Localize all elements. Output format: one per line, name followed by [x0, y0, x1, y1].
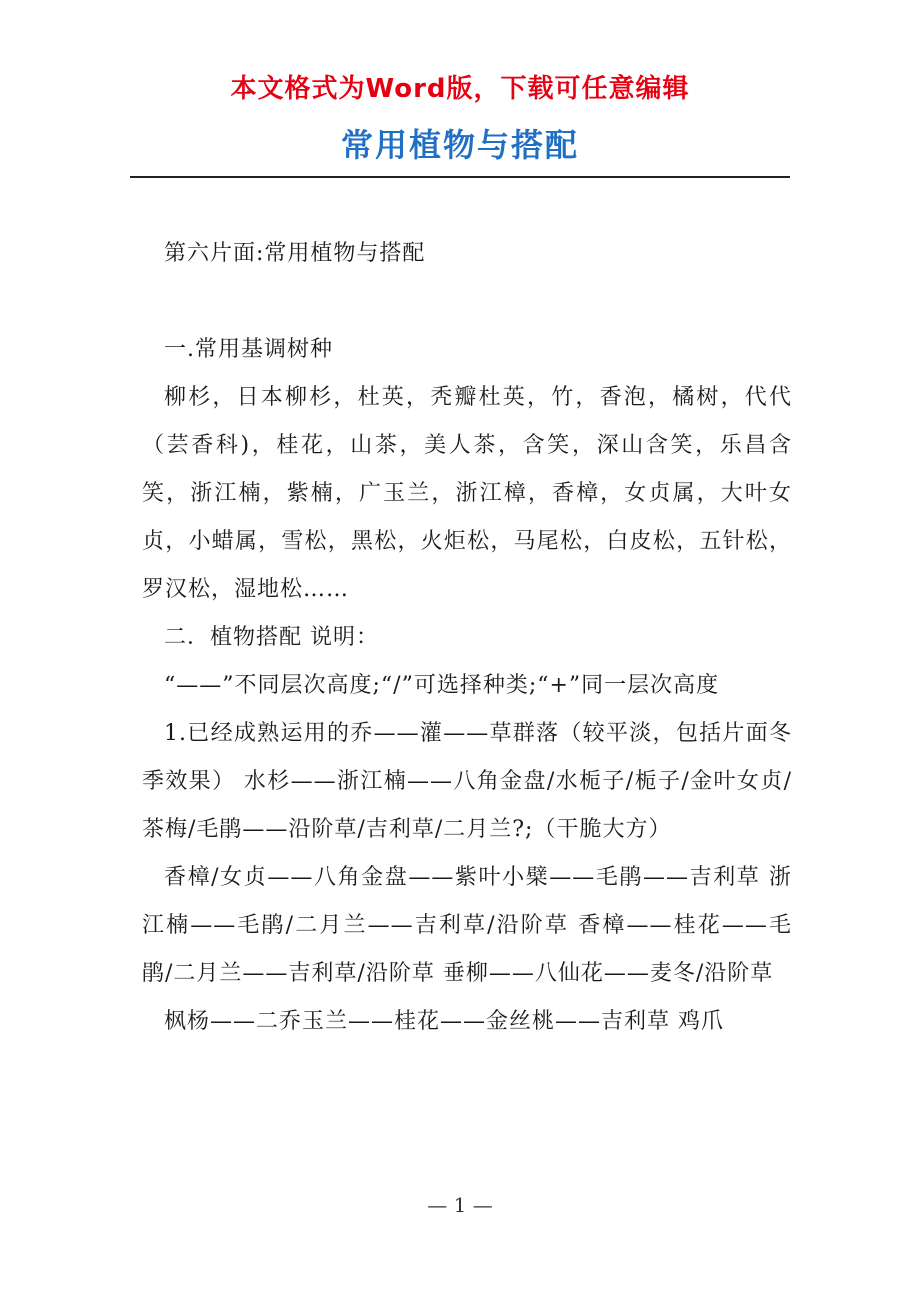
blank-gap — [142, 278, 792, 326]
header-rule — [130, 176, 790, 178]
paragraph-base-trees: 柳杉，日本柳杉，杜英，秃瓣杜英，竹，香泡，橘树，代代（芸香科)，桂花，山茶，美人茶，含笑，深山含笑，乐昌含笑，浙江楠，紫楠，广玉兰，浙江樟，香樟，女贞属，大叶女贞，小蜡属，雪松，黑松，火炬松，马尾松，白皮松，五针松，罗汉松，湿地松…… — [142, 385, 792, 602]
document-body — [142, 230, 792, 1046]
section-title: 第六片面:常用植物与搭配 — [164, 241, 426, 266]
heading-base-trees: 一.常用基调树种 — [164, 337, 333, 362]
heading-plant-combination: 二．植物搭配 说明： — [164, 625, 379, 650]
paragraph-combination-1: 1.已经成熟运用的乔——灌——草群落（较平淡，包括片面冬季效果） 水杉——浙江楠——八角金盘/水栀子/栀子/金叶女贞/茶梅/毛鹃——沿阶草/吉利草/二月兰?;（干脆大方） — [142, 721, 792, 842]
paragraph-legend: “——”不同层次高度;“/”可选择种类;“+”同一层次高度 — [164, 673, 720, 698]
download-notice: 本文格式为Word版，下载可任意编辑 — [230, 74, 690, 104]
paragraph-combination-3: 枫杨——二乔玉兰——桂花——金丝桃——吉利草 鸡爪 — [164, 1009, 724, 1034]
page-number: — 1 — — [427, 1193, 493, 1217]
document-title: 常用植物与搭配 — [340, 126, 579, 164]
paragraph-combination-2: 香樟/女贞——八角金盘——紫叶小檗——毛鹃——吉利草 浙江楠——毛鹃/二月兰——吉利草/沿阶草 香樟——桂花——毛鹃/二月兰——吉利草/沿阶草 垂柳——八仙花——麦冬/沿阶草 — [142, 865, 792, 986]
